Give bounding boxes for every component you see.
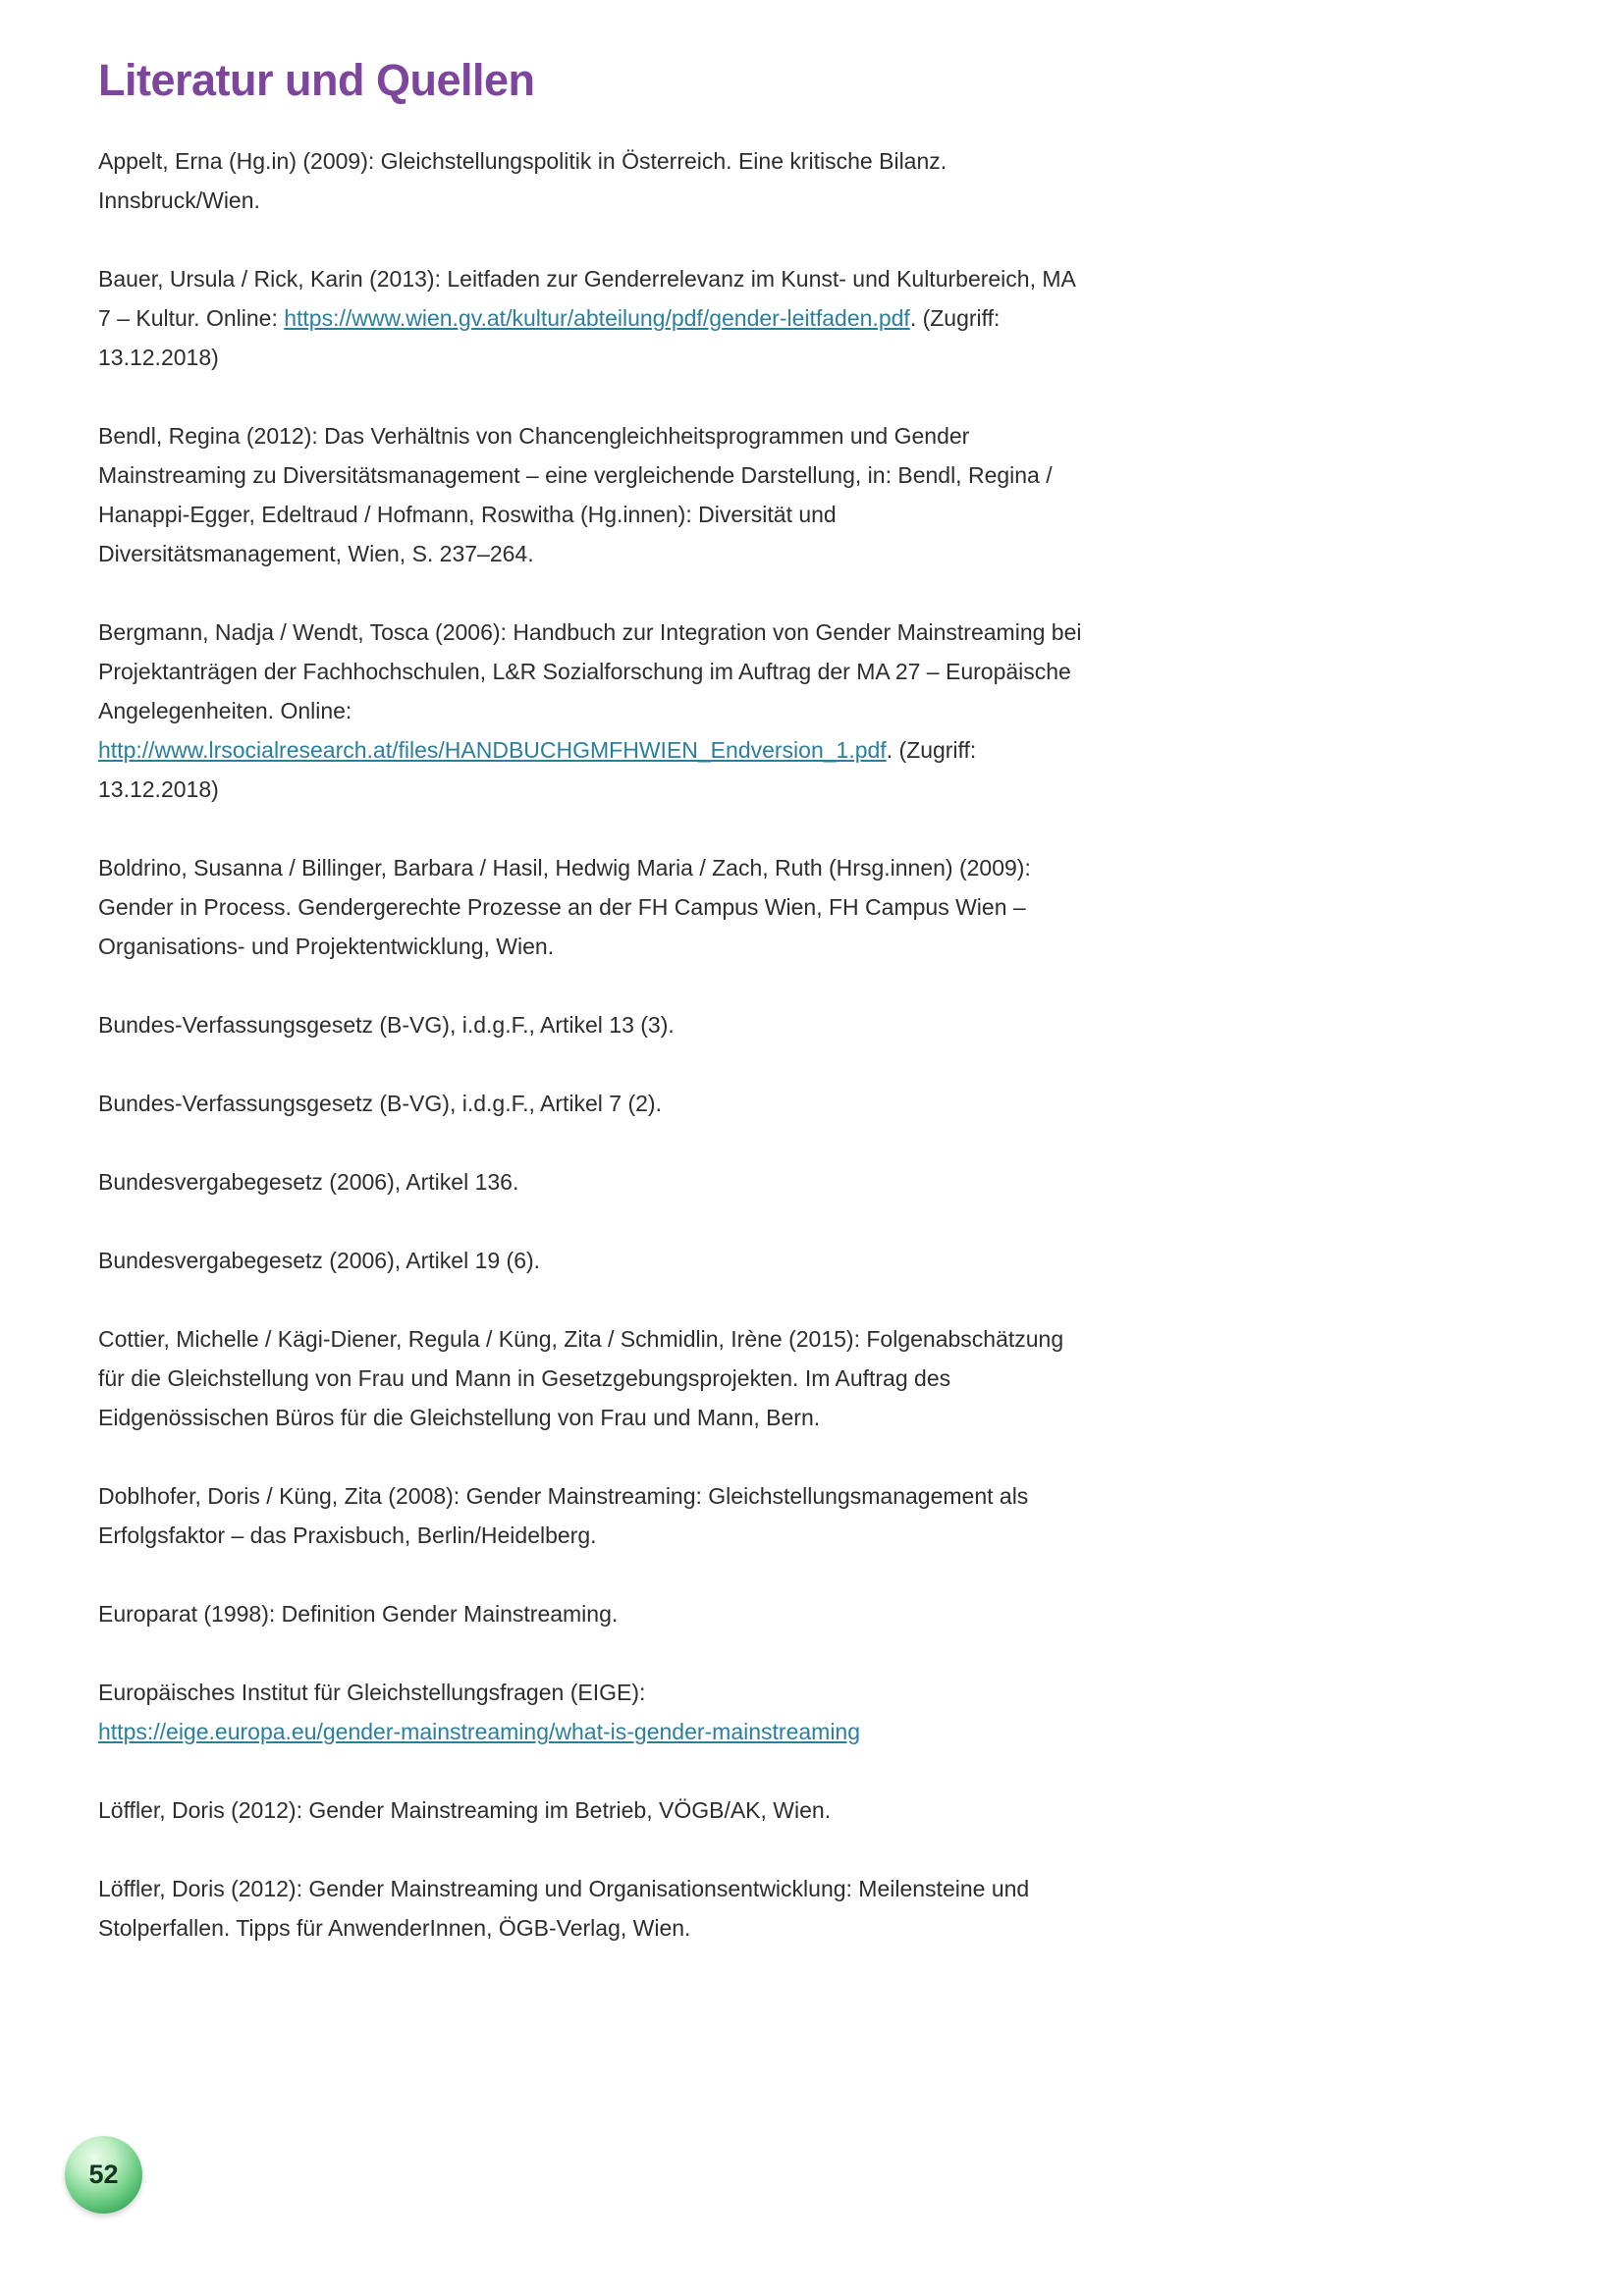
page-number-badge: [65, 2136, 142, 2214]
reference-text: Europäisches Institut für Gleichstellungsfragen (EIGE):: [98, 1680, 646, 1705]
reference-item: [98, 416, 1085, 573]
reference-text: Cottier, Michelle / Kägi-Diener, Regula / Küng, Zita / Schmidlin, Irène (2015): Folgenabschätzung für die Gleichstellung von Frau und Mann in Gesetzgebungsprojekten. Im Auftrag des Eidgenössischen Büros für die Gleichstellung von Frau und Mann, Bern.: [98, 1326, 1064, 1430]
reference-text: Bundes-Verfassungsgesetz (B-VG), i.d.g.F., Artikel 7 (2).: [98, 1091, 662, 1116]
reference-text: Bauer, Ursula / Rick, Karin (2013): Leitfaden zur Genderrelevanz im Kunst- und Kulturbereich, MA 7 – Kultur. Online:: [98, 266, 1075, 331]
reference-text: Boldrino, Susanna / Billinger, Barbara / Hasil, Hedwig Maria / Zach, Ruth (Hrsg.innen) (2009): Gender in Process. Gendergerechte Prozesse an der FH Campus Wien, FH Campus Wien – Organisations- und Projektentwicklung, Wien.: [98, 855, 1031, 959]
reference-link[interactable]: https://www.wien.gv.at/kultur/abteilung/pdf/gender-leitfaden.pdf: [284, 305, 910, 331]
reference-item: [98, 848, 1085, 966]
reference-item: [98, 1869, 1085, 1948]
reference-text: Bundes-Verfassungsgesetz (B-VG), i.d.g.F., Artikel 13 (3).: [98, 1012, 675, 1038]
reference-text: Doblhofer, Doris / Küng, Zita (2008): Gender Mainstreaming: Gleichstellungsmanagement als Erfolgsfaktor – das Praxisbuch, Berlin/Heidelberg.: [98, 1483, 1029, 1548]
reference-item: [98, 1005, 1085, 1044]
reference-text: Bergmann, Nadja / Wendt, Tosca (2006): Handbuch zur Integration von Gender Mainstreaming bei Projektanträgen der Fachhochschulen, L&R Sozialforschung im Auftrag der MA 27 – Europäische Angelegenheiten. Online:: [98, 619, 1082, 723]
reference-item: [98, 141, 1085, 220]
reference-text: Löffler, Doris (2012): Gender Mainstreaming und Organisationsentwicklung: Meilensteine und Stolperfallen. Tipps für AnwenderInnen, ÖGB-Verlag, Wien.: [98, 1876, 1030, 1941]
reference-item: [98, 1476, 1085, 1555]
reference-item: [98, 1319, 1085, 1437]
page-title: Literatur und Quellen: [98, 55, 535, 105]
page-number: 52: [88, 2160, 119, 2189]
reference-link[interactable]: https://eige.europa.eu/gender-mainstreaming/what-is-gender-mainstreaming: [98, 1719, 861, 1744]
reference-list: [98, 141, 1085, 1948]
reference-item: [98, 1084, 1085, 1123]
reference-text: Europarat (1998): Definition Gender Mainstreaming.: [98, 1601, 619, 1627]
reference-item: [98, 1594, 1085, 1633]
reference-item: [98, 1162, 1085, 1201]
reference-item: [98, 259, 1085, 377]
reference-text: Bundesvergabegesetz (2006), Artikel 19 (6).: [98, 1248, 541, 1273]
reference-item: [98, 1673, 1085, 1751]
document-page: [98, 55, 1085, 1987]
reference-text: Löffler, Doris (2012): Gender Mainstreaming im Betrieb, VÖGB/AK, Wien.: [98, 1797, 832, 1823]
reference-item: [98, 1241, 1085, 1280]
reference-item: [98, 613, 1085, 809]
reference-text: . (Zugriff: 13.12.2018): [98, 305, 1001, 370]
reference-item: [98, 1790, 1085, 1830]
reference-text: Bundesvergabegesetz (2006), Artikel 136.: [98, 1169, 519, 1195]
reference-text: Bendl, Regina (2012): Das Verhältnis von Chancengleichheitsprogrammen und Gender Mainstreaming zu Diversitätsmanagement – eine vergleichende Darstellung, in: Bendl, Regina / Hanappi-Egger, Edeltraud / Hofmann, Roswitha (Hg.innen): Diversität und Diversitätsmanagement, Wien, S. 237–264.: [98, 423, 1053, 566]
reference-link[interactable]: http://www.lrsocialresearch.at/files/HANDBUCHGMFHWIEN_Endversion_1.pdf: [98, 737, 887, 763]
reference-text: Appelt, Erna (Hg.in) (2009): Gleichstellungspolitik in Österreich. Eine kritische Bilanz. Innsbruck/Wien.: [98, 148, 947, 213]
reference-text: . (Zugriff: 13.12.2018): [98, 737, 977, 802]
